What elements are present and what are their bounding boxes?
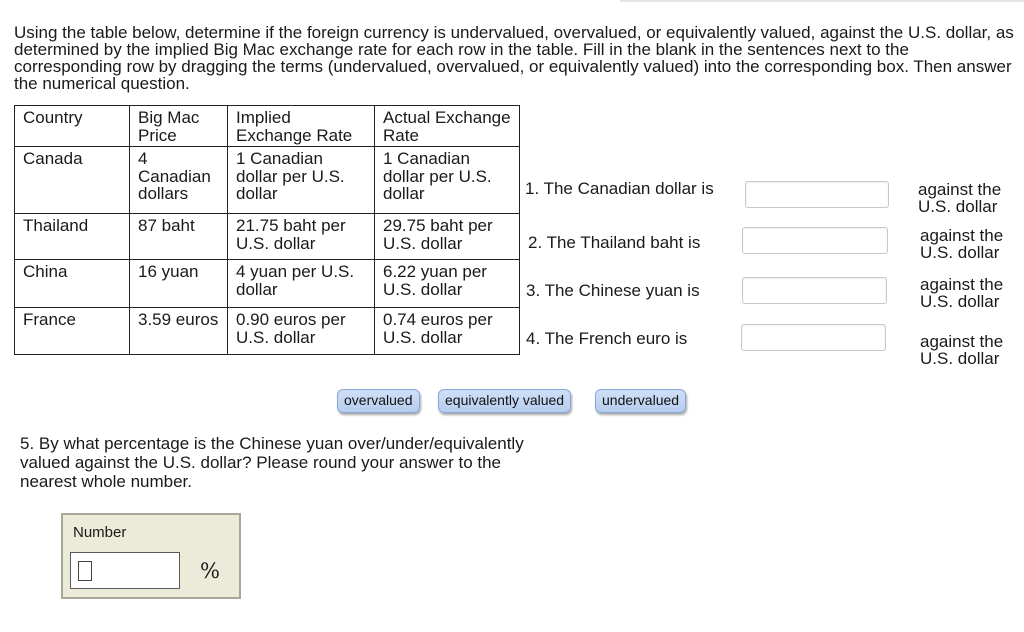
cell-country: China bbox=[15, 260, 130, 308]
header-actual-rate: Actual Exchange Rate bbox=[375, 106, 520, 147]
table-header-row bbox=[15, 106, 520, 147]
drop-box-china[interactable] bbox=[742, 277, 887, 304]
header-big-mac-price: Big Mac Price bbox=[130, 106, 228, 147]
cell-country: France bbox=[15, 308, 130, 355]
percentage-input[interactable] bbox=[70, 552, 180, 589]
cell-price: 87 baht bbox=[130, 214, 228, 260]
top-divider bbox=[620, 0, 1024, 2]
cell-implied: 1 Canadian dollar per U.S. dollar bbox=[228, 147, 375, 214]
sentence-france-label: 4. The French euro is bbox=[526, 329, 688, 348]
header-implied-rate: Implied Exchange Rate bbox=[228, 106, 375, 147]
sentence-canada-suffix: against the U.S. dollar bbox=[918, 180, 1002, 216]
cell-price: 3.59 euros bbox=[130, 308, 228, 355]
text-cursor-icon bbox=[78, 561, 92, 581]
question-5: 5. By what percentage is the Chinese yuan over/under/equivalently valued against the U.S. dollar? Please round your answer to the nearest whole number. bbox=[20, 434, 524, 491]
cell-price: 16 yuan bbox=[130, 260, 228, 308]
drop-box-thailand[interactable] bbox=[742, 227, 888, 254]
header-country: Country bbox=[15, 106, 130, 147]
number-label: Number bbox=[73, 524, 127, 541]
cell-implied: 4 yuan per U.S. dollar bbox=[228, 260, 375, 308]
cell-actual: 1 Canadian dollar per U.S. dollar bbox=[375, 147, 520, 214]
drop-box-france[interactable] bbox=[741, 324, 886, 351]
sentence-thailand-suffix: against the U.S. dollar bbox=[920, 226, 1004, 262]
percent-unit: % bbox=[200, 559, 220, 583]
drag-term-equivalently-valued[interactable]: equivalently valued bbox=[438, 389, 571, 413]
drag-term-overvalued[interactable]: overvalued bbox=[337, 389, 420, 413]
table-row bbox=[15, 214, 520, 260]
cell-price: 4 Canadian dollars bbox=[130, 147, 228, 214]
cell-country: Canada bbox=[15, 147, 130, 214]
number-answer-panel bbox=[61, 513, 241, 599]
table-row bbox=[15, 308, 520, 355]
cell-implied: 0.90 euros per U.S. dollar bbox=[228, 308, 375, 355]
table-row bbox=[15, 260, 520, 308]
cell-implied: 21.75 baht per U.S. dollar bbox=[228, 214, 375, 260]
sentence-france-suffix: against the U.S. dollar bbox=[920, 332, 1004, 368]
cell-country: Thailand bbox=[15, 214, 130, 260]
cell-actual: 29.75 baht per U.S. dollar bbox=[375, 214, 520, 260]
sentence-thailand-label: 2. The Thailand baht is bbox=[528, 233, 701, 252]
drop-box-canada[interactable] bbox=[745, 181, 889, 208]
table-row bbox=[15, 147, 520, 214]
cell-actual: 6.22 yuan per U.S. dollar bbox=[375, 260, 520, 308]
big-mac-table bbox=[14, 105, 520, 355]
sentence-canada-label: 1. The Canadian dollar is bbox=[525, 179, 714, 198]
cell-actual: 0.74 euros per U.S. dollar bbox=[375, 308, 520, 355]
sentence-china-label: 3. The Chinese yuan is bbox=[526, 281, 700, 300]
drag-term-undervalued[interactable]: undervalued bbox=[595, 389, 686, 413]
instructions: Using the table below, determine if the foreign currency is undervalued, overvalued, or equivalently valued, against the U.S. dollar, as determined by the implied Big Mac exchange rate for each row in the table. Fill in the blank in the sentences next to the corresponding row by dragging the terms (undervalued, overvalued, or equivalently valued) into the corresponding box. Then answer the numerical question. bbox=[14, 23, 1014, 93]
sentence-china-suffix: against the U.S. dollar bbox=[920, 275, 1004, 311]
